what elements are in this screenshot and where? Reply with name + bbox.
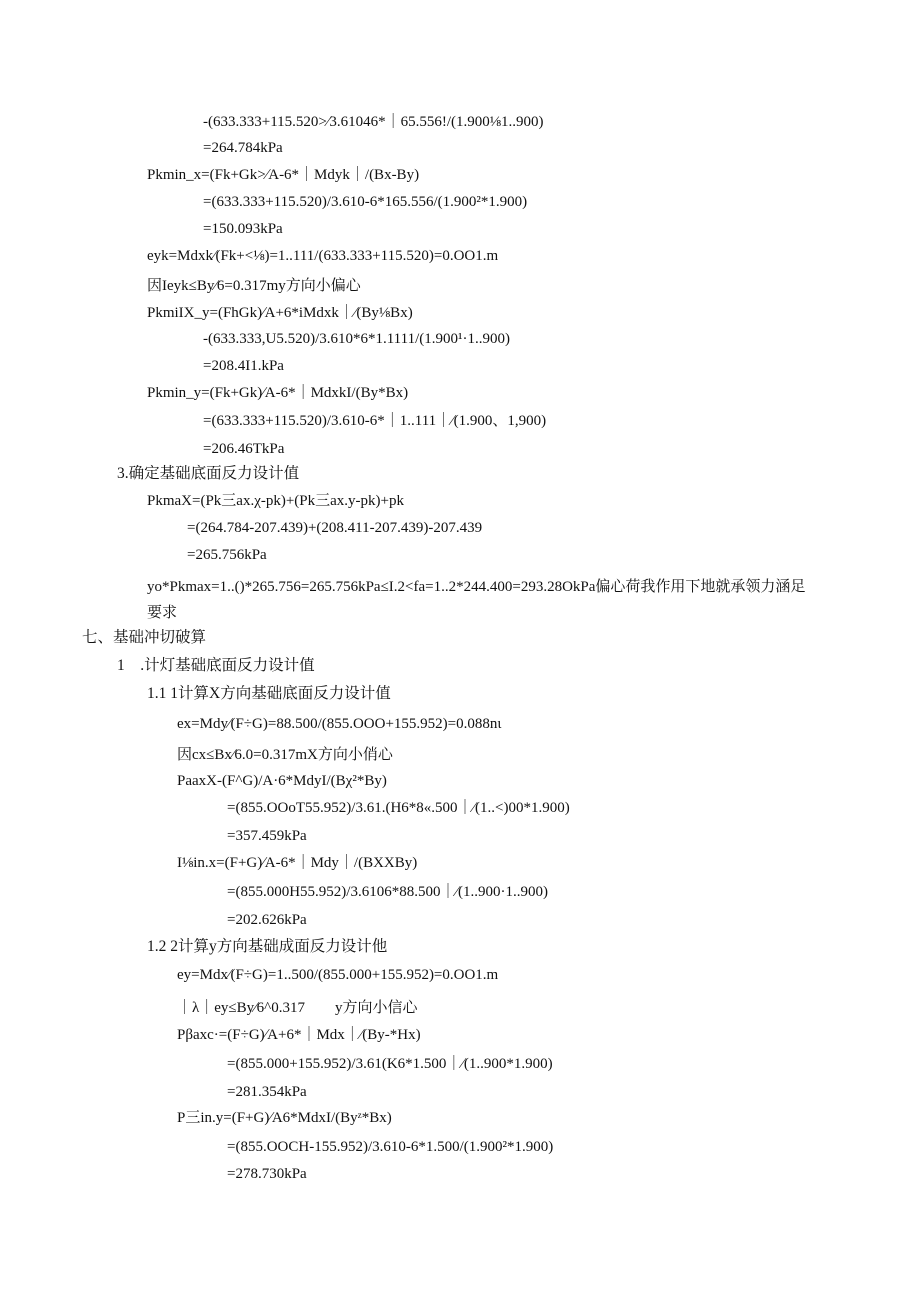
- calc-line: -(633.333+115.520>∕3.61046*｜65.556!/(1.900⅛1..900): [203, 114, 544, 130]
- formula-line: Pkmin_y=(Fk+Gk)∕A-6*｜MdxkI/(By*Bx): [147, 385, 409, 401]
- calc-line: =(855.000+155.952)/3.61(K6*1.500｜∕(1..900*1.900): [227, 1056, 553, 1072]
- calc-line: =(855.000H55.952)/3.6106*88.500｜∕(1..900·1..900): [227, 884, 548, 900]
- calc-line: =264.784kPa: [203, 140, 283, 156]
- formula-line: I⅛in.x=(F+G)∕A-6*｜Mdy｜/(BXXBy): [177, 855, 418, 871]
- formula-line: PkmiIX_y=(FhGk)∕A+6*iMdxk｜∕(By⅛Bx): [147, 305, 413, 321]
- calc-line: =206.46TkPa: [203, 441, 285, 457]
- formula-line: ex=Mdy∕(F÷G)=88.500/(855.OOO+155.952)=0.088nι: [177, 716, 502, 732]
- calc-line: =357.459kPa: [227, 828, 307, 844]
- section-heading: 1 .计灯基础底面反力设计值: [117, 657, 315, 674]
- subsection-heading: 1.1 1计算X方向基础底面反力设计值: [147, 685, 391, 702]
- formula-line: eyk=Mdxk∕(Fk+<⅛)=1..111/(633.333+115.520)=0.OO1.m: [147, 248, 499, 264]
- calc-line: =(855.OOoT55.952)/3.61.(H6*8«.500｜∕(1..<)00*1.900): [227, 800, 570, 816]
- formula-line: ey=Mdx∕(F÷G)=1..500/(855.000+155.952)=0.OO1.m: [177, 967, 499, 983]
- calc-line: -(633.333,U5.520)/3.610*6*1.1111/(1.900¹·1..900): [203, 331, 510, 347]
- calc-line: =208.4I1.kPa: [203, 358, 284, 374]
- formula-line: PkmaX=(Pk三ax.χ-pk)+(Pk三ax.y-pk)+pk: [147, 493, 405, 509]
- condition-line: ｜λ｜ey≤By∕6^0.317 y方向小信心: [177, 1000, 418, 1016]
- calc-line: =(855.OOCH-155.952)/3.610-6*1.500/(1.900²*1.900): [227, 1139, 554, 1155]
- check-line-cont: 要求: [147, 605, 178, 621]
- calc-line: =278.730kPa: [227, 1166, 307, 1182]
- formula-line: P三in.y=(F+G)∕A6*MdxI/(Byᶻ*Bx): [177, 1110, 392, 1126]
- formula-line: PaaxX-(F^G)/A·6*MdyI/(Bχ²*By): [177, 773, 387, 789]
- formula-line: Pkmin_x=(Fk+Gk>∕A-6*｜Mdyk｜/(Bx-By): [147, 167, 420, 183]
- check-line: yo*Pkmax=1..()*265.756=265.756kPa≤I.2<fa=1..2*244.400=293.28OkPa偏心荷我作用下地就承领力涵足: [147, 579, 806, 595]
- condition-line: 因cx≤Bx∕6.0=0.317mX方向小俏心: [177, 747, 393, 763]
- section-heading: 3.确定基础底面反力设计值: [117, 465, 300, 482]
- calc-line: =(633.333+115.520)/3.610-6*165.556/(1.900²*1.900): [203, 194, 528, 210]
- formula-line: Pβaxc·=(F÷G)∕A+6*｜Mdx｜∕(By-*Hx): [177, 1027, 421, 1043]
- calc-line: =(633.333+115.520)/3.610-6*｜1..111｜∕(1.900、1,900): [203, 413, 547, 429]
- calc-line: =281.354kPa: [227, 1084, 307, 1100]
- calc-line: =(264.784-207.439)+(208.411-207.439)-207.439: [187, 520, 483, 536]
- calc-line: =150.093kPa: [203, 221, 283, 237]
- chapter-heading: 七、基础冲切破算: [82, 629, 207, 646]
- condition-line: 因Ieyk≤By∕6=0.317my方向小偏心: [147, 278, 361, 294]
- subsection-heading: 1.2 2计算y方向基础成面反力设计他: [147, 938, 388, 955]
- calc-line: =202.626kPa: [227, 912, 307, 928]
- calc-line: =265.756kPa: [187, 547, 267, 563]
